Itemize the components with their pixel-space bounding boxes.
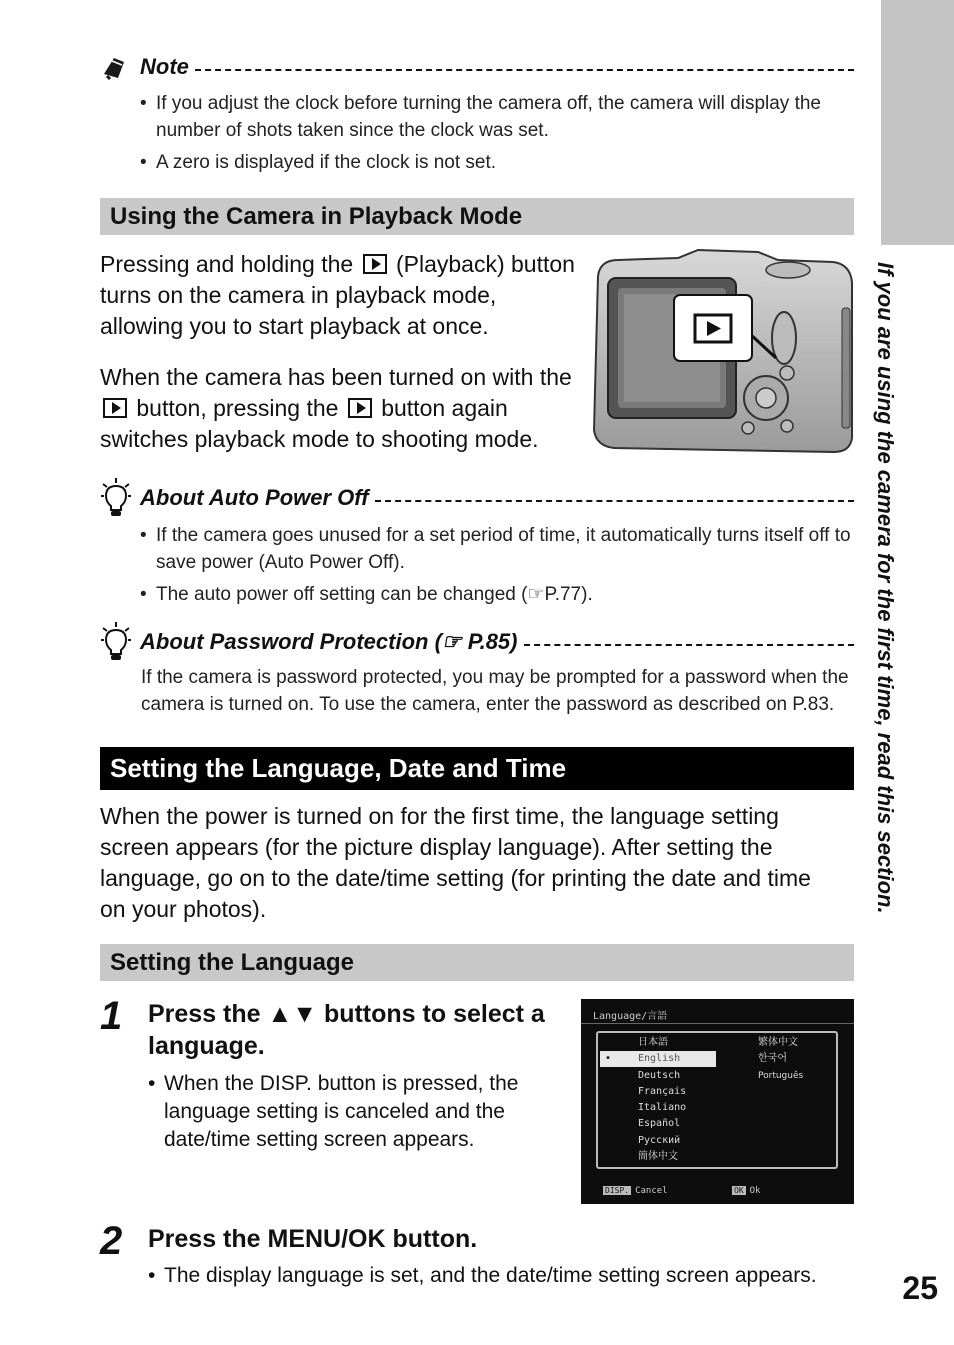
text-run: Pressing and holding the — [100, 251, 354, 277]
language-option[interactable]: Español — [638, 1118, 681, 1130]
screen-title: Language/言語 — [593, 1011, 668, 1022]
text-run: button again switches playback mode to shooting mode. — [100, 395, 539, 452]
text-run: button, pressing the — [136, 395, 339, 421]
language-option[interactable]: Français — [638, 1085, 687, 1097]
list-item: • The auto power off setting can be changed (☞P.77). — [140, 581, 854, 608]
divider — [581, 1023, 854, 1024]
note-header — [100, 52, 854, 82]
step-title: Press the MENU/OK button. — [148, 1225, 478, 1253]
divider — [195, 69, 854, 71]
camera-illustration — [588, 248, 856, 458]
text-run: When the camera has been turned on with the — [100, 364, 572, 390]
language-option[interactable]: Português — [758, 1070, 804, 1081]
lightbulb-icon — [100, 478, 132, 518]
list-item: • If the camera goes unused for a set period of time, it automatically turns itself off to save power (Auto Power Off). — [140, 522, 854, 576]
password-text: If the camera is password protected, you may be prompted for a password when the camera is turned on. To use the camera, enter the password as described on P.83. — [141, 667, 849, 715]
auto-power-off-title: About Auto Power Off — [140, 485, 369, 510]
step-title: Press the ▲▼ buttons to select a language. — [148, 1000, 545, 1060]
note-title: Note — [140, 54, 189, 79]
ok-label: Ok — [749, 1186, 761, 1196]
note-list — [140, 90, 854, 176]
selection-dot: • — [605, 1053, 612, 1064]
step-bullets — [148, 1070, 568, 1159]
auto-power-off-header — [100, 478, 854, 518]
auto-power-off-block — [100, 478, 854, 613]
step-bullets — [148, 1262, 858, 1295]
language-option[interactable]: 日本語 — [638, 1037, 668, 1048]
language-column-2 — [758, 1035, 803, 1084]
playback-paragraph-1 — [100, 249, 580, 342]
pencil-note-icon — [100, 52, 130, 82]
divider — [375, 500, 854, 502]
list-item: • The display language is set, and the date/time setting screen appears. — [148, 1262, 858, 1290]
language-option[interactable]: Русский — [638, 1134, 681, 1146]
language-option-selected[interactable]: English — [638, 1053, 681, 1065]
note-block — [100, 52, 854, 181]
password-header — [100, 622, 854, 662]
lightbulb-icon — [100, 622, 132, 662]
language-screen — [581, 999, 854, 1204]
side-tab-text: If you are using the camera for the first time, read this section. — [873, 262, 898, 914]
cancel-label: Cancel — [635, 1186, 668, 1196]
playback-icon — [103, 398, 127, 418]
text-run: (Playback) button turns on the camera in playback mode, allowing you to start playback at once. — [100, 251, 575, 339]
language-option[interactable]: Italiano — [638, 1102, 687, 1114]
disp-key: DISP. — [605, 1186, 630, 1195]
language-intro: When the power is turned on for the first time, the language setting screen appears (for the picture display language). After setting the language, go on to the date/time setting (for printing the date and time on your photos). — [100, 803, 811, 922]
language-option[interactable]: 簡体中文 — [638, 1151, 678, 1163]
playback-icon — [363, 254, 387, 274]
ok-hint — [732, 1186, 760, 1196]
password-title: About Password Protection (☞ P.85) — [140, 629, 518, 654]
list-item: • If you adjust the clock before turning the camera off, the camera will display the number of shots taken since the clock was set. — [140, 90, 854, 144]
list-item: • A zero is displayed if the clock is not set. — [140, 149, 854, 176]
playback-paragraph-2 — [100, 362, 580, 455]
divider — [524, 644, 855, 646]
password-block — [100, 622, 854, 718]
language-column-1 — [638, 1035, 686, 1165]
language-option[interactable]: 繁体中文 — [758, 1037, 798, 1048]
step-number: 2 — [100, 1219, 123, 1263]
section-heading: Using the Camera in Playback Mode — [100, 198, 854, 235]
playback-icon — [348, 398, 372, 418]
subsection-heading: Setting the Language — [100, 944, 854, 981]
auto-power-off-list — [140, 522, 854, 608]
list-item: • When the DISP. button is pressed, the language setting is canceled and the date/time setting screen appears. — [148, 1070, 568, 1154]
side-tab — [881, 0, 954, 245]
language-option[interactable]: 한국어 — [758, 1053, 787, 1065]
page-number: 25 — [902, 1270, 938, 1306]
step-number: 1 — [100, 994, 123, 1038]
language-option[interactable]: Deutsch — [638, 1069, 681, 1081]
ok-key: OK — [734, 1186, 744, 1195]
section-heading: Setting the Language, Date and Time — [100, 747, 854, 790]
cancel-hint — [603, 1186, 668, 1196]
